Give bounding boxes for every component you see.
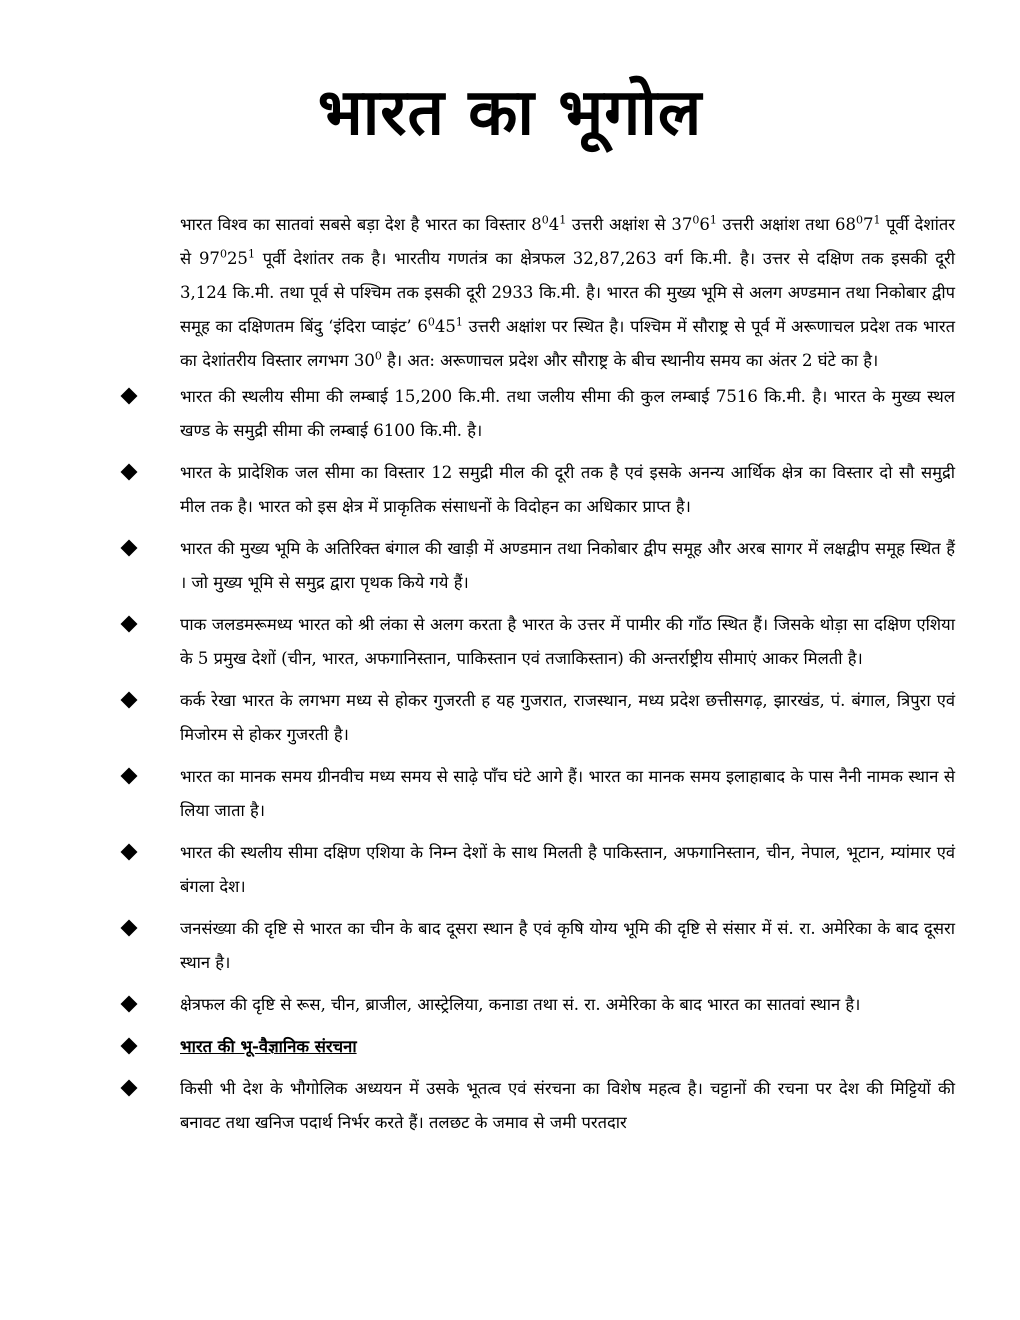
diamond-bullet-icon	[121, 616, 138, 633]
minute-sup: 1	[873, 213, 881, 227]
bullet-item	[180, 684, 955, 752]
bullet-text: भारत का मानक समय ग्रीनवीच मध्य समय से साढ़े पाँच घंटे आगे हैं। भारत का मानक समय इलाहाबाद के पास नैनी नामक स्थान से लिया जाता है।	[180, 767, 955, 820]
intro-text: उत्तरी अक्षांश से 37	[566, 215, 693, 234]
bullet-item	[180, 532, 955, 600]
degree-sup: 0	[427, 315, 435, 329]
intro-text: 4	[548, 215, 560, 234]
intro-text: पूर्वी देशांतर से 97	[180, 215, 956, 268]
bullet-item	[180, 836, 955, 904]
bullet-text: जनसंख्या की दृष्टि से भारत का चीन के बाद दूसरा स्थान है एवं कृषि योग्य भूमि की दृष्टि से संसार में सं. रा. अमेरिका के बाद दूसरा स्थान है।	[180, 919, 955, 972]
intro-text: उत्तरी अक्षांश पर स्थित है। पश्चिम में सौराष्ट्र से पूर्व में अरूणाचल प्रदेश तक भारत का देशांतरीय विस्तार लगभग 30	[180, 317, 955, 370]
diamond-bullet-icon	[121, 768, 138, 785]
page-title: भारत का भूगोल	[317, 76, 703, 150]
bullet-item	[180, 912, 955, 980]
bullet-item	[180, 988, 955, 1022]
intro-paragraph	[180, 208, 955, 378]
intro-text: भारत विश्व का सातवां सबसे बड़ा देश है भारत का विस्तार 8	[180, 215, 542, 234]
section-heading: भारत की भू-वैज्ञानिक संरचना	[180, 1037, 357, 1056]
diamond-bullet-icon	[121, 1038, 138, 1055]
degree-sup: 0	[219, 247, 227, 261]
diamond-bullet-icon	[121, 540, 138, 557]
degree-sup: 0	[374, 349, 382, 363]
intro-text: 45	[434, 317, 456, 336]
intro-text: 7	[863, 215, 874, 234]
intro-text: 6	[699, 215, 710, 234]
minute-sup: 1	[455, 315, 463, 329]
minute-sup: 1	[709, 213, 717, 227]
intro-text: है। अत: अरूणाचल प्रदेश और सौराष्ट्र के बीच स्थानीय समय का अंतर 2 घंटे का है।	[381, 351, 879, 370]
minute-sup: 1	[559, 213, 567, 227]
bullet-item	[180, 380, 955, 448]
intro-text: 25	[226, 249, 248, 268]
intro-text: पूर्वी देशांतर तक है। भारतीय गणतंत्र का क्षेत्रफल 32,87,263 वर्ग कि.मी. है। उत्तर से दक्षिण तक इसकी दूरी 3,124 कि.मी. तथा पूर्व से पश्चिम तक इसकी दूरी 2933 कि.मी. है। भारत की मुख्य भूमि से अलग अण्डमान तथा निकोबार द्वीप समूह का दक्षिणतम बिंदु ‘इंदिरा प्वाइंट’ 6	[180, 249, 955, 336]
bullet-heading	[180, 1030, 955, 1064]
bullet-text: भारत की स्थलीय सीमा की लम्बाई 15,200 कि.मी. तथा जलीय सीमा की कुल लम्बाई 7516 कि.मी. है। भारत के मुख्य स्थल खण्ड के समुद्री सीमा की लम्बाई 6100 कि.मी. है।	[180, 387, 955, 440]
diamond-bullet-icon	[121, 388, 138, 405]
bullet-item	[180, 1072, 955, 1140]
bullet-text: किसी भी देश के भौगोलिक अध्ययन में उसके भूतत्व एवं संरचना का विशेष महत्व है। चट्टानों की रचना पर देश की मिट्टियों की बनावट तथा खनिज पदार्थ निर्भर करते हैं। तलछट के जमाव से जमी परतदार	[180, 1079, 955, 1132]
minute-sup: 1	[247, 247, 255, 261]
diamond-bullet-icon	[121, 920, 138, 937]
bullet-text: क्षेत्रफल की दृष्टि से रूस, चीन, ब्राजील, आस्ट्रेलिया, कनाडा तथा सं. रा. अमेरिका के बाद भारत का सातवां स्थान है।	[180, 995, 861, 1014]
diamond-bullet-icon	[121, 996, 138, 1013]
bullet-item	[180, 608, 955, 676]
diamond-bullet-icon	[121, 1080, 138, 1097]
diamond-bullet-icon	[121, 844, 138, 861]
bullet-text: पाक जलडमरूमध्य भारत को श्री लंका से अलग करता है भारत के उत्तर में पामीर की गाँठ स्थित हैं। जिसके थोड़ा सा दक्षिण एशिया के 5 प्रमुख देशों (चीन, भारत, अफगानिस्तान, पाकिस्तान एवं तजाकिस्तान) की अन्तर्राष्ट्रीय सीमाएं आकर मिलती है।	[180, 615, 955, 668]
document-body	[180, 208, 955, 1148]
degree-sup: 0	[856, 213, 863, 227]
bullet-text: भारत की स्थलीय सीमा दक्षिण एशिया के निम्न देशों के साथ मिलती है पाकिस्तान, अफगानिस्तान, चीन, नेपाल, भूटान, म्यांमार एवं बंगला देश।	[180, 843, 955, 896]
intro-text: उत्तरी अक्षांश तथा 68	[716, 215, 856, 234]
degree-sup: 0	[541, 213, 549, 227]
bullet-text: भारत के प्रादेशिक जल सीमा का विस्तार 12 समुद्री मील की दूरी तक है एवं इसके अनन्य आर्थिक क्षेत्र का विस्तार दो सौ समुद्री मील तक है। भारत को इस क्षेत्र में प्राकृतिक संसाधनों के विदोहन का अधिकार प्राप्त है।	[180, 463, 955, 516]
degree-sup: 0	[692, 213, 700, 227]
bullet-text: कर्क रेखा भारत के लगभग मध्य से होकर गुजरती ह यह गुजरात, राजस्थान, मध्य प्रदेश छत्तीसगढ़, झारखंड, पं. बंगाल, त्रिपुरा एवं मिजोरम से होकर गुजरती है।	[180, 691, 955, 744]
bullet-text: भारत की मुख्य भूमि के अतिरिक्त बंगाल की खाड़ी में अण्डमान तथा निकोबार द्वीप समूह और अरब सागर में लक्षद्वीप समूह स्थित हैं । जो मुख्य भूमि से समुद्र द्वारा पृथक किये गये हैं।	[180, 539, 955, 592]
bullet-item	[180, 760, 955, 828]
diamond-bullet-icon	[121, 464, 138, 481]
diamond-bullet-icon	[121, 692, 138, 709]
bullet-item	[180, 456, 955, 524]
